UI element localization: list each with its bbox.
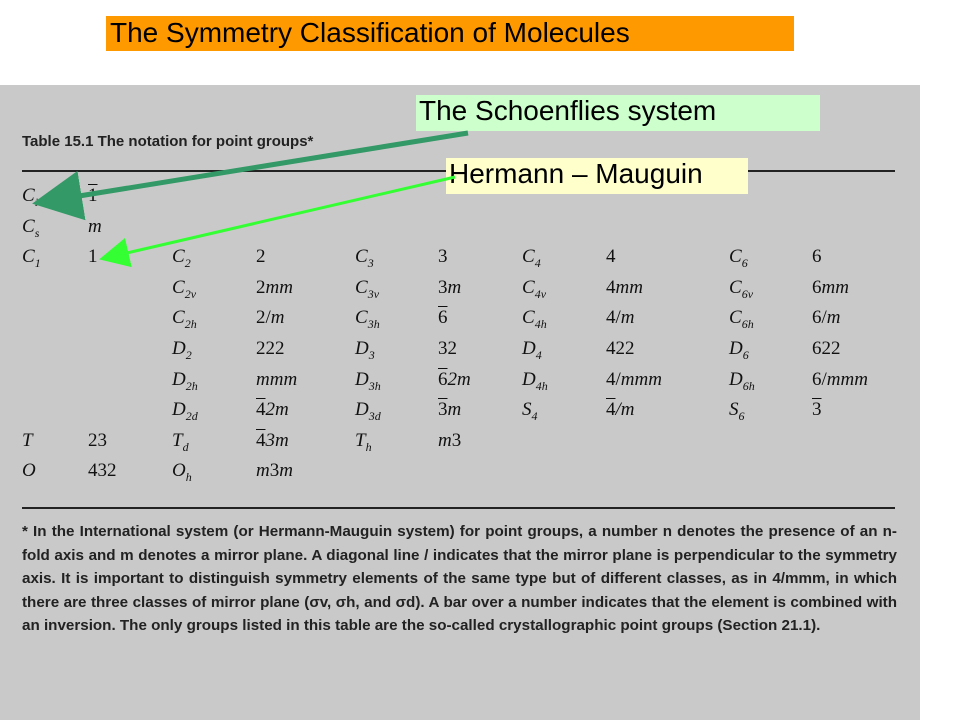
schoenflies-arrow [42,133,468,202]
schoenflies-symbol: $O_h$ [172,460,192,485]
hermann-mauguin-symbol: 222 [256,338,285,359]
hermann-mauguin-symbol: m3m [256,460,293,482]
hermann-mauguin-symbol: 432 [88,460,117,482]
schoenflies-symbol: $D_{3h}$ [355,368,381,393]
hermann-mauguin-symbol: 43m [256,429,289,451]
schoenflies-symbol: T [22,429,33,451]
hermann-mauguin-symbol: 622 [812,338,841,359]
hermann-mauguin-symbol: 3m [438,276,462,298]
schoenflies-label: The Schoenflies system [416,95,820,131]
schoenflies-symbol: $C_i$ [22,185,39,209]
schoenflies-symbol: $T_d$ [172,429,189,454]
schoenflies-symbol: $C_6$ [729,246,748,270]
hermann-mauguin-symbol: 2/m [256,307,285,329]
schoenflies-symbol: $C_{2v}$ [172,276,197,301]
schoenflies-symbol: $C_4$ [522,246,541,270]
hermann-mauguin-symbol: 4mm [606,276,643,298]
hermann-mauguin-symbol: 2 [256,246,266,268]
hermann-mauguin-symbol: 6 [438,307,448,329]
hermann-mauguin-symbol: 6/mmm [812,368,868,390]
schoenflies-symbol: $D_3$ [355,338,375,362]
schoenflies-symbol: $C_{4h}$ [522,307,547,332]
hermann-mauguin-symbol: 23 [88,429,107,451]
hermann-mauguin-symbol: 4 [606,246,616,268]
schoenflies-symbol: $T_h$ [355,429,372,454]
hermann-mauguin-symbol: 6 [812,246,822,268]
hermann-mauguin-symbol: 3 [438,246,448,268]
hermann-mauguin-symbol: 6/m [812,307,841,329]
hermann-mauguin-arrow [105,177,455,258]
hermann-mauguin-symbol: 2mm [256,276,293,298]
hermann-mauguin-symbol: 4/m [606,399,635,421]
schoenflies-symbol: $C_{2h}$ [172,307,197,332]
hermann-mauguin-symbol: 3m [438,399,462,421]
hermann-mauguin-symbol: 4/m [606,307,635,329]
schoenflies-symbol: $D_{2d}$ [172,399,198,423]
hermann-mauguin-symbol: 4/mmm [606,368,662,390]
hermann-mauguin-label: Hermann – Mauguin [446,158,748,194]
hermann-mauguin-symbol: 1 [88,246,98,268]
hermann-mauguin-symbol: 32 [438,338,457,359]
schoenflies-symbol: $C_2$ [172,246,191,270]
schoenflies-symbol: $C_{4v}$ [522,276,547,301]
schoenflies-symbol: $D_2$ [172,338,192,362]
schoenflies-symbol: $C_3$ [355,246,374,270]
schoenflies-symbol: $C_{6h}$ [729,307,754,332]
schoenflies-symbol: $C_1$ [22,246,41,270]
schoenflies-symbol: $D_{4h}$ [522,368,548,393]
hermann-mauguin-symbol: 422 [606,338,635,359]
table-caption: Table 15.1 The notation for point groups* [22,133,314,150]
hermann-mauguin-symbol: 42m [256,399,289,421]
schoenflies-symbol: $C_{3h}$ [355,307,380,332]
hermann-mauguin-symbol: 62m [438,368,471,390]
schoenflies-symbol: $S_6$ [729,399,745,423]
schoenflies-symbol: $D_4$ [522,338,542,362]
schoenflies-symbol: $D_{3d}$ [355,399,381,423]
hermann-mauguin-symbol: 3 [812,399,822,421]
schoenflies-symbol: $C_{3v}$ [355,276,380,301]
hermann-mauguin-symbol: m [88,215,102,237]
hermann-mauguin-symbol: mmm [256,368,298,390]
hermann-mauguin-symbol: m3 [438,429,462,451]
schoenflies-symbol: $C_s$ [22,215,40,240]
slide-title: The Symmetry Classification of Molecules [106,16,794,51]
schoenflies-symbol: $C_{6v}$ [729,276,754,301]
schoenflies-symbol: $D_{2h}$ [172,368,198,393]
schoenflies-symbol: $S_4$ [522,399,538,423]
hermann-mauguin-symbol: 6mm [812,276,849,298]
table-footnote: * In the International system (or Hermann-Mauguin system) for point groups, a number n denotes the presence of an n-fold axis and m denotes a mirror plane. A diagonal line / indicates that the mirror plane is perpendicular to the symmetry axis. It is important to distinguish symmetry elements of the same type but of different classes, as in 4/mmm, in which there are three classes of mirror plane (σv, σh, and σd). A bar over a number indicates that the element is combined with an inversion. The only groups listed in this table are the so-called crystallographic point groups (Section 21.1). [22,523,897,634]
schoenflies-symbol: $D_{6h}$ [729,368,755,393]
schoenflies-symbol: $D_6$ [729,338,749,362]
schoenflies-symbol: O [22,460,36,482]
